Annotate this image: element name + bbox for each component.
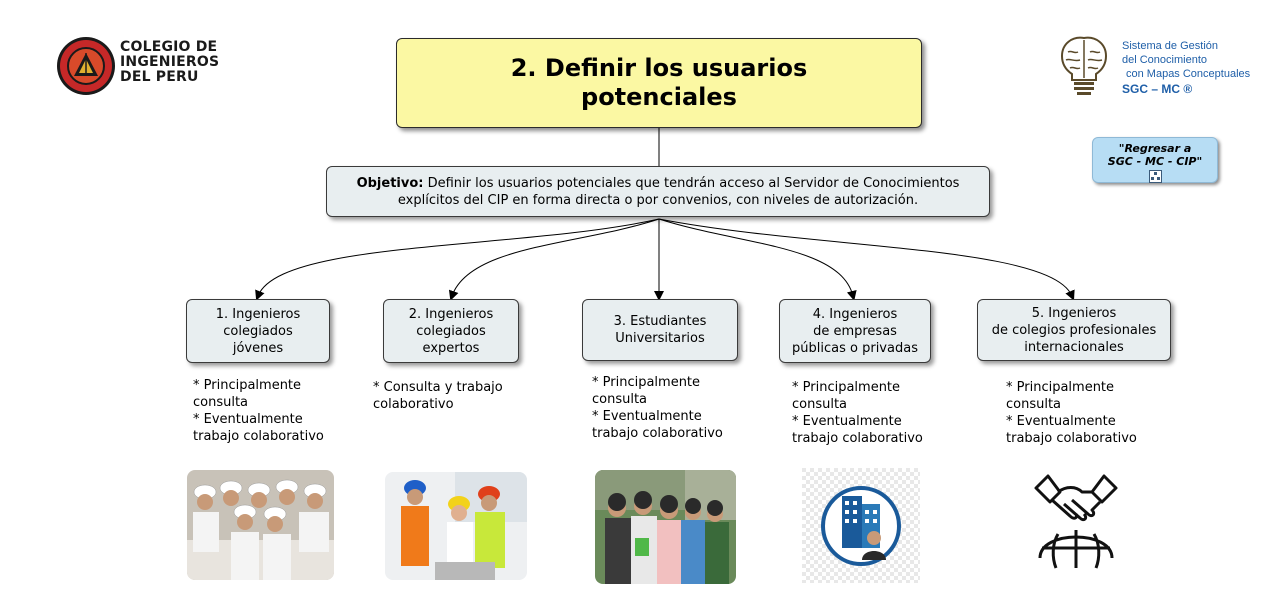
back-to-sgc-button[interactable] (1092, 137, 1218, 183)
user-description: * Principalmente consulta * Eventualmente trabajo colaborativo (193, 378, 324, 444)
objective-box (326, 166, 990, 217)
user-description: * Principalmente consulta * Eventualmente trabajo colaborativo (592, 375, 723, 441)
engineers-with-helmets-illustration (385, 472, 527, 580)
sgc-logo (1056, 34, 1271, 104)
young-engineers-photo (187, 470, 334, 580)
user-box-company-engineers (779, 299, 931, 363)
user-box-international-engineers (977, 299, 1171, 361)
sgc-line: del Conocimiento (1122, 54, 1207, 66)
cip-logo (56, 34, 220, 104)
sgc-abbr: SGC – MC ® (1122, 82, 1193, 96)
user-box-title: 5. Ingenieros de colegios profesionales internacionales (991, 305, 1157, 355)
objective-label: Objetivo: (356, 176, 424, 191)
sgc-line: con Mapas Conceptuales (1126, 68, 1251, 80)
cip-name-line: INGENIEROS (120, 54, 220, 70)
user-description: * Consulta y trabajo colaborativo (373, 380, 503, 412)
sgc-line: Sistema de Gestión (1122, 40, 1218, 52)
cip-name-line: DEL PERU (120, 69, 199, 85)
students-group-illustration (595, 470, 736, 584)
title-box (396, 38, 922, 128)
user-box-young-engineers (186, 299, 330, 363)
user-box-students (582, 299, 738, 361)
user-box-title: 1. Ingenieros colegiados jóvenes (215, 306, 301, 356)
user-box-title: 4. Ingenieros de empresas públicas o privadas (792, 306, 918, 356)
objective-text: Definir los usuarios potenciales que tendrán acceso al Servidor de Conocimientos explícitos del CIP en forma directa o por convenios, con niveles de autorización. (397, 176, 960, 208)
company-building-icon (802, 468, 920, 583)
user-box-expert-engineers (383, 299, 519, 363)
expert-engineers-photo (385, 472, 527, 580)
brain-lightbulb-icon (1056, 34, 1112, 100)
back-button-label: "Regresar a SGC - MC - CIP" (1107, 142, 1203, 168)
cip-seal-icon (56, 36, 116, 96)
handshake-globe-icon (1030, 470, 1122, 570)
group-photo-illustration (187, 470, 334, 580)
cip-name-line: COLEGIO DE (120, 39, 218, 55)
cip-name (120, 40, 219, 85)
sitemap-icon[interactable] (1149, 170, 1162, 183)
students-photo (595, 470, 736, 584)
user-description: * Principalmente consulta * Eventualmente trabajo colaborativo (1006, 380, 1137, 446)
page-title: 2. Definir los usuarios potenciales (510, 54, 808, 111)
user-description: * Principalmente consulta * Eventualmente trabajo colaborativo (792, 380, 923, 446)
user-box-title: 3. Estudiantes Universitarios (613, 314, 707, 346)
user-box-title: 2. Ingenieros colegiados expertos (408, 306, 494, 356)
